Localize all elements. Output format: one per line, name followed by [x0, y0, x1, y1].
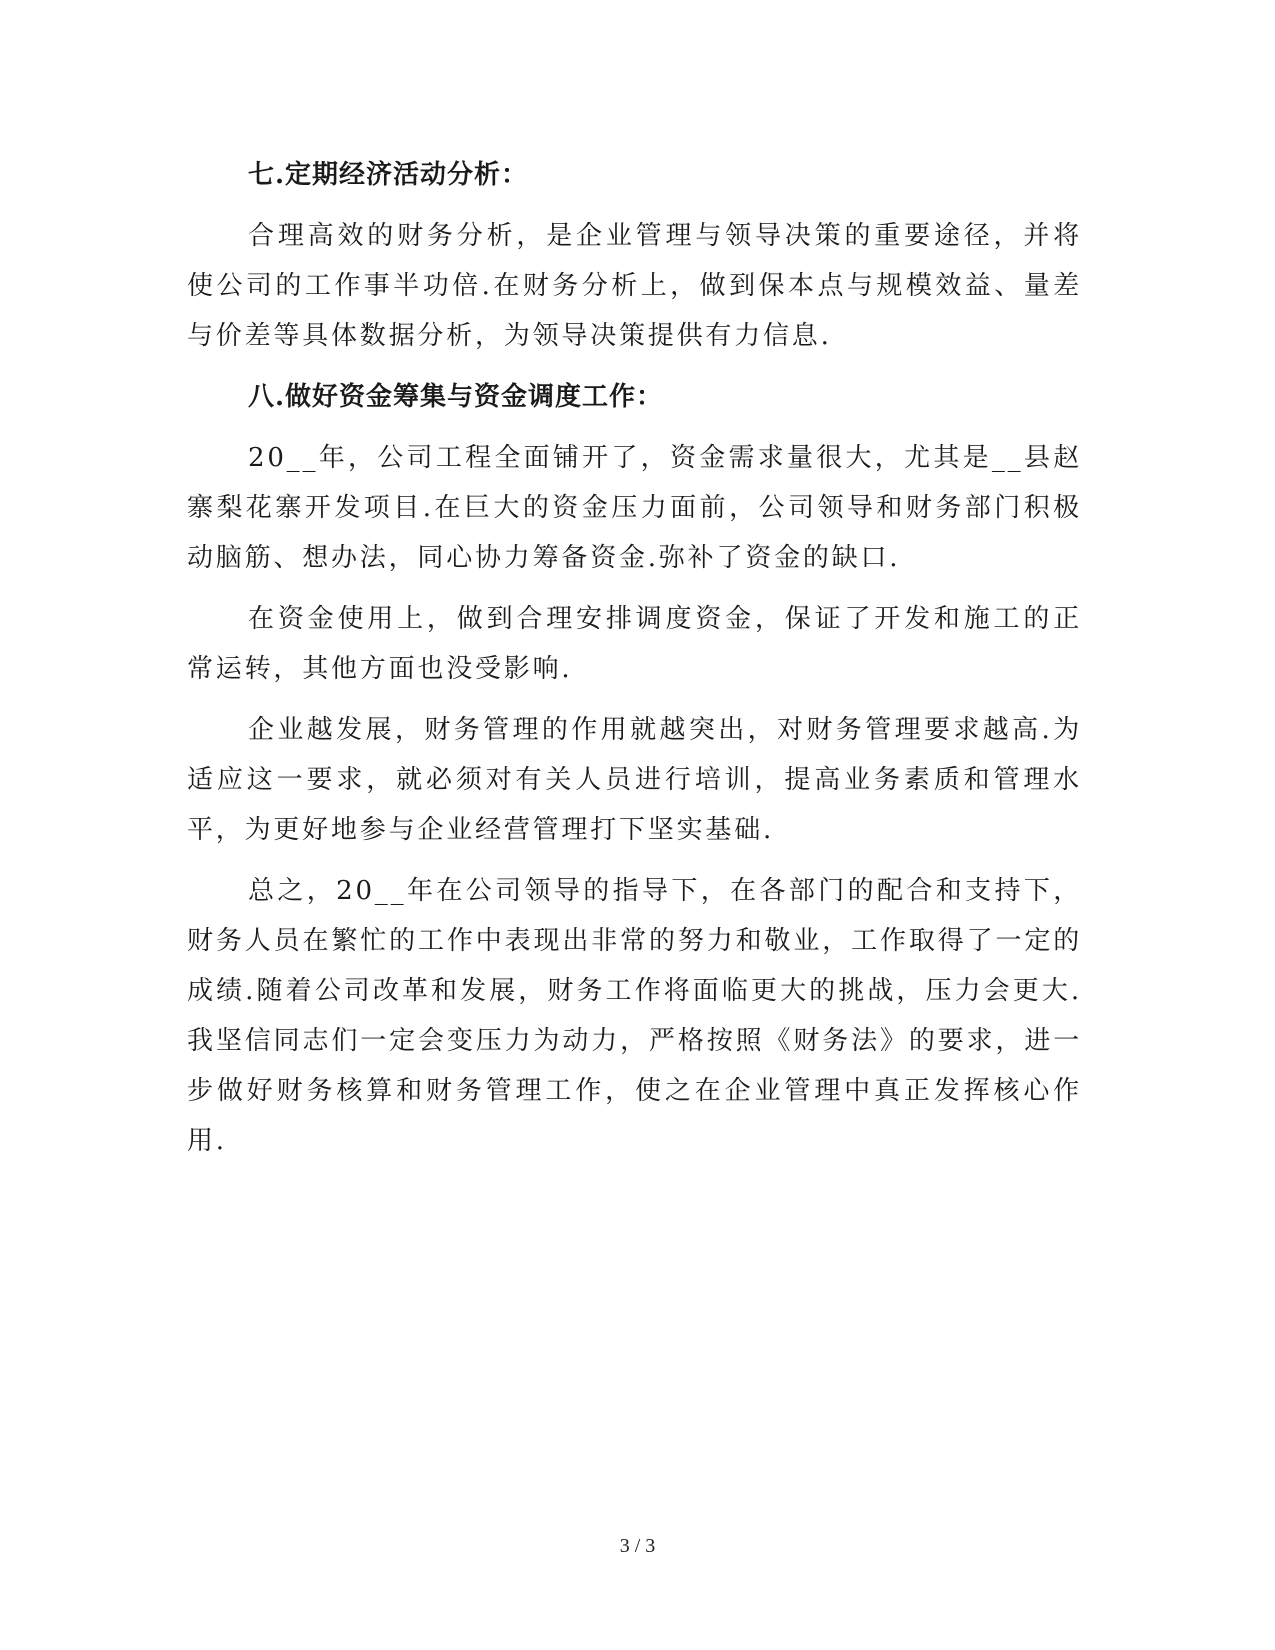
paragraph-training: 企业越发展，财务管理的作用就越突出，对财务管理要求越高.为适应这一要求，就必须对有关人员进行培训，提高业务素质和管理水平，为更好地参与企业经营管理打下坚实基础.	[187, 715, 1082, 845]
paragraph-fund-usage: 在资金使用上，做到合理安排调度资金，保证了开发和施工的正常运转，其他方面也没受影响.	[187, 604, 1082, 684]
section-heading-8: 八.做好资金筹集与资金调度工作：	[248, 382, 664, 412]
paragraph-fundraising: 20__年，公司工程全面铺开了，资金需求量很大，尤其是__县赵寨梨花寨开发项目.在巨大的资金压力面前，公司领导和财务部门积极动脑筋、想办法，同心协力筹备资金.弥补了资金的缺口.	[187, 443, 1082, 573]
paragraph-financial-analysis: 合理高效的财务分析，是企业管理与领导决策的重要途径，并将使公司的工作事半功倍.在财务分析上，做到保本点与规模效益、量差与价差等具体数据分析，为领导决策提供有力信息.	[187, 221, 1082, 351]
section-heading-7: 七.定期经济活动分析：	[248, 160, 529, 190]
paragraph-summary: 总之，20__年在公司领导的指导下，在各部门的配合和支持下，财务人员在繁忙的工作中表现出非常的努力和敬业，工作取得了一定的成绩.随着公司改革和发展，财务工作将面临更大的挑战，压力会更大.我坚信同志们一定会变压力为动力，严格按照《财务法》的要求，进一步做好财务核算和财务管理工作，使之在企业管理中真正发挥核心作用.	[187, 876, 1082, 1156]
page-number: 3 / 3	[619, 1535, 656, 1557]
document-body	[187, 150, 1082, 1177]
